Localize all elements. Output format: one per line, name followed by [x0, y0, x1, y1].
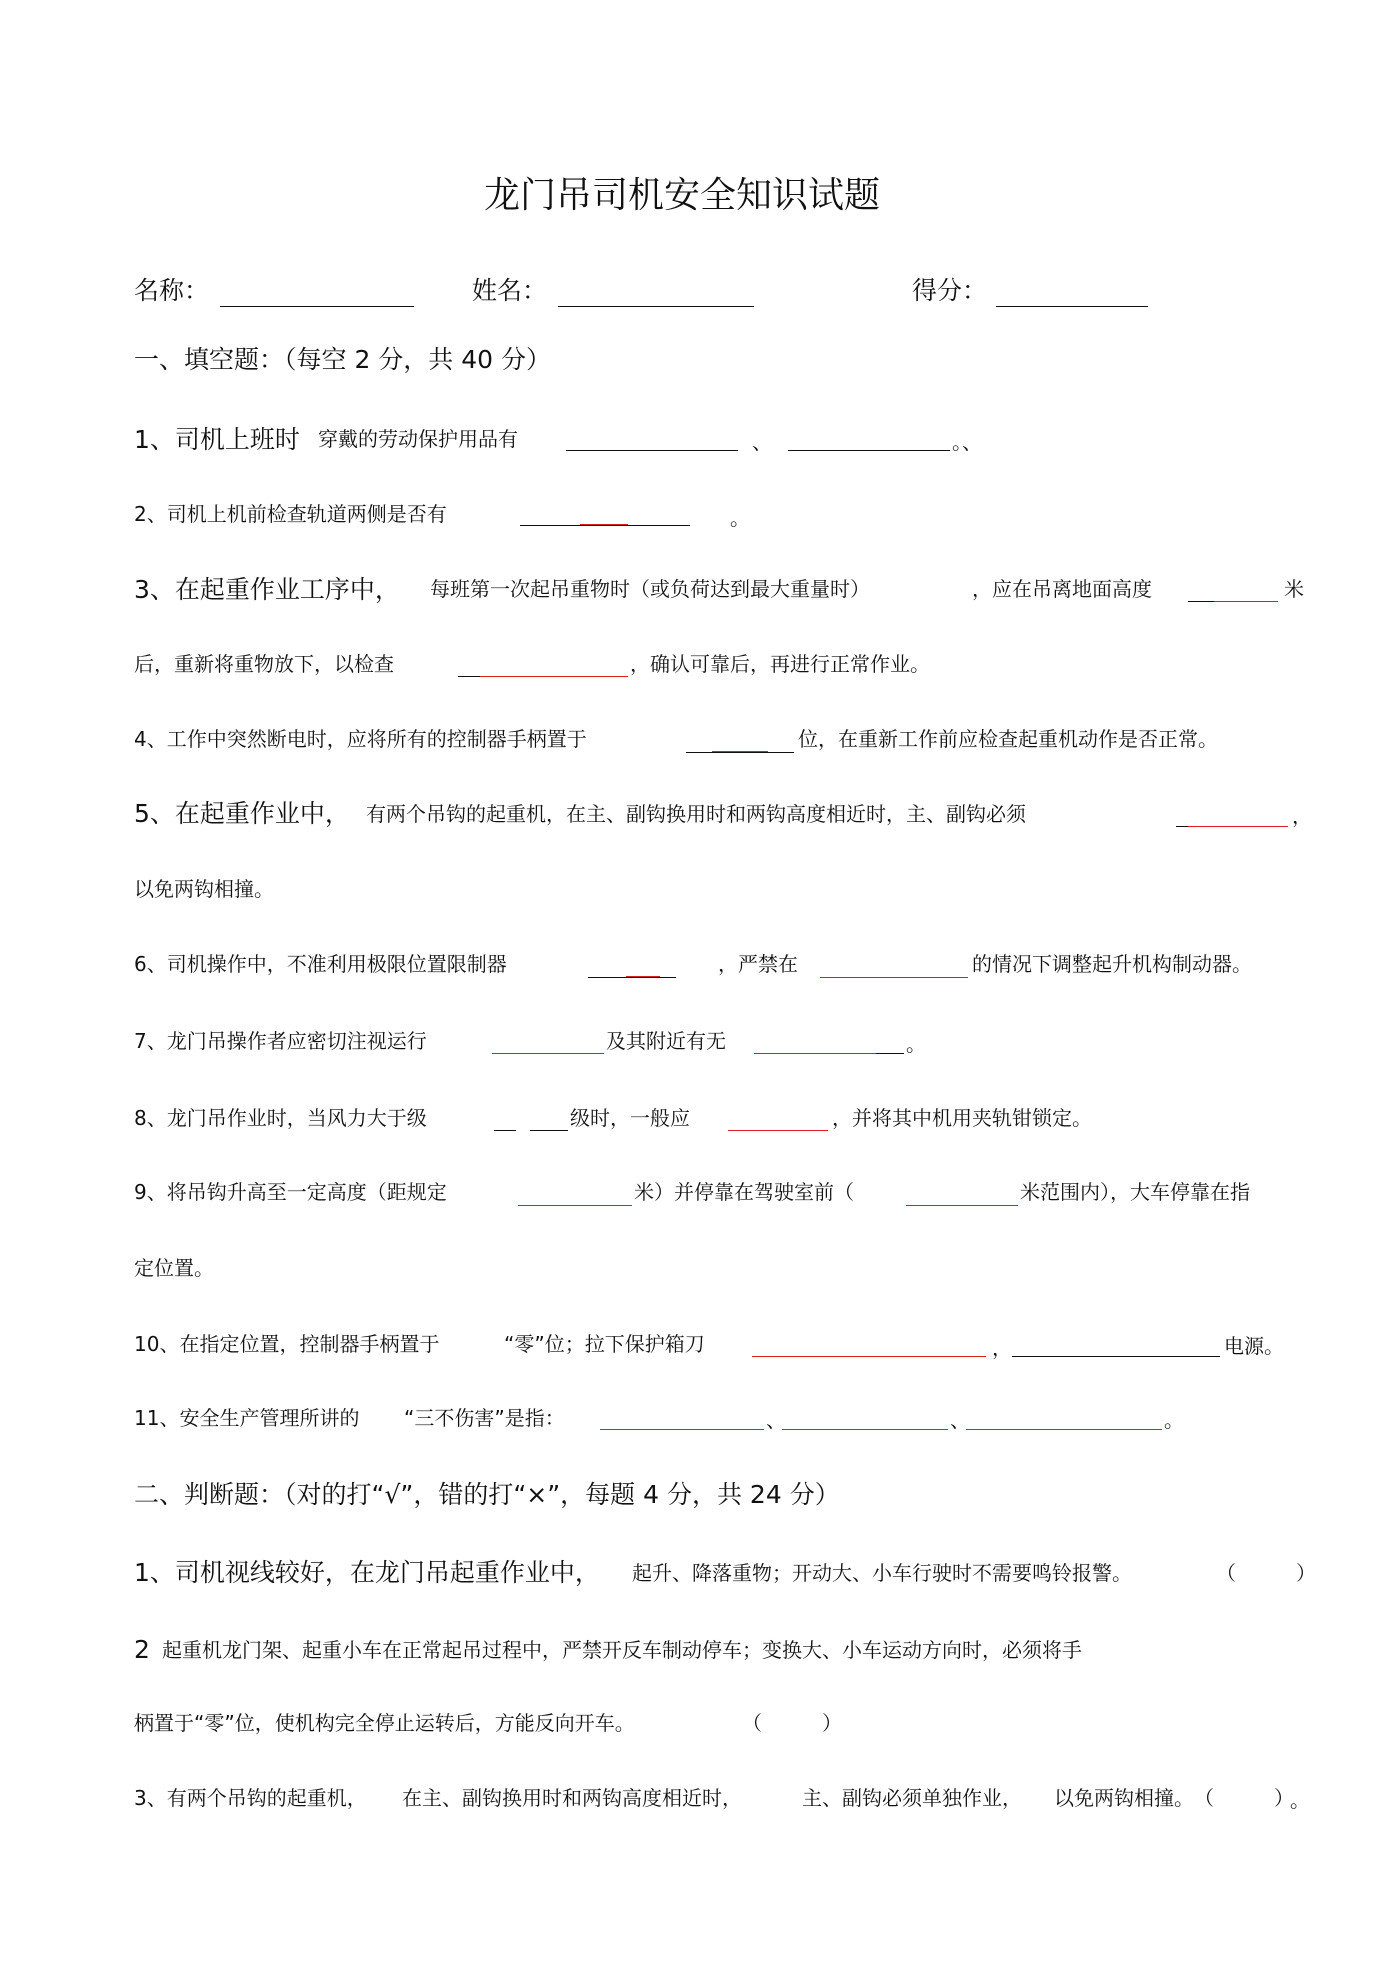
q3-text-1: 每班第一次起吊重物时（或负荷达到最大重量时） — [430, 577, 870, 601]
page-title: 龙门吊司机安全知识试题 — [484, 175, 881, 216]
j2-line2: 柄置于“零”位，使机构完全停止运转后，方能反向开车。 — [134, 1711, 635, 1735]
q5-text: 有两个吊钩的起重机，在主、副钩换用时和两钩高度相近时，主、副钩必须 — [366, 802, 1026, 826]
j2-number: 2 — [134, 1635, 150, 1664]
j1-number: 1、司机视线较好，在龙门吊起重作业中， — [134, 1558, 600, 1587]
q10-text-2: “零”位；拉下保护箱刀 — [504, 1332, 705, 1356]
q2-blank-red — [580, 524, 628, 525]
q2-blank[interactable] — [520, 525, 690, 526]
q10-text: 10、在指定位置，控制器手柄置于 — [134, 1332, 440, 1356]
q11-separator-1: 、 — [766, 1408, 786, 1432]
section-heading-fill-in: 一、填空题：（每空 2 分，共 40 分） — [134, 345, 552, 374]
q10-separator: ， — [992, 1336, 1012, 1360]
q7-end: 。 — [906, 1032, 926, 1056]
q1-number: 1、司机上班时 — [134, 425, 300, 454]
name-blank[interactable] — [220, 306, 414, 307]
q1-blank-1[interactable] — [566, 450, 738, 451]
score-label: 得分： — [912, 276, 988, 305]
q11-end: 。 — [1164, 1408, 1184, 1432]
j2-answer-paren[interactable]: （ ） — [742, 1711, 842, 1735]
q7-blank-2-tail — [876, 1053, 904, 1054]
q2-text: 2、司机上机前检查轨道两侧是否有 — [134, 502, 447, 526]
q6-text-2: ，严禁在 — [718, 952, 798, 976]
q3-number: 3、在起重作业工序中， — [134, 575, 400, 604]
name-label: 名称： — [134, 276, 210, 305]
q8-text-2: 级时，一般应 — [570, 1106, 690, 1130]
q6-blank-2[interactable] — [820, 977, 968, 978]
q6-end: 的情况下调整起升机构制动器。 — [972, 952, 1252, 976]
q8-blank-1b[interactable] — [530, 1130, 568, 1131]
q8-end: ，并将其中机用夹轨钳锁定。 — [832, 1106, 1092, 1130]
q4-blank[interactable] — [686, 752, 794, 753]
q4-end: 位，在重新工作前应检查起重机动作是否正常。 — [798, 727, 1218, 751]
q11-text: 11、安全生产管理所讲的 — [134, 1406, 360, 1430]
score-blank[interactable] — [996, 306, 1148, 307]
q1-blank-2[interactable] — [788, 450, 950, 451]
j3-text-4: 以免两钩相撞。 — [1054, 1786, 1194, 1810]
q1-end: 。、 — [952, 430, 982, 454]
q7-text-2: 及其附近有无 — [606, 1029, 726, 1053]
q11-separator-2: 、 — [950, 1408, 970, 1432]
q9-text-3: 米范围内），大车停靠在指 — [1020, 1180, 1250, 1204]
person-name-label: 姓名： — [472, 276, 548, 305]
section-heading-true-false: 二、判断题：（对的打“√”，错的打“×”，每题 4 分，共 24 分） — [134, 1480, 840, 1509]
j1-answer-paren[interactable]: （ ） — [1216, 1561, 1316, 1585]
q6-blank-1-red — [626, 976, 660, 977]
q11-blank-2[interactable] — [782, 1429, 948, 1430]
q5-end: ， — [1292, 804, 1312, 828]
q3-unit: 米 — [1284, 577, 1304, 601]
q8-text: 8、龙门吊作业时，当风力大于级 — [134, 1106, 427, 1130]
q7-text: 7、龙门吊操作者应密切注视运行 — [134, 1029, 427, 1053]
q10-blank-2[interactable] — [1012, 1356, 1220, 1357]
q1-separator: 、 — [752, 430, 772, 454]
q6-blank-1[interactable] — [588, 977, 676, 978]
q11-blank-1[interactable] — [600, 1429, 764, 1430]
q5-blank[interactable] — [1176, 826, 1188, 827]
q6-text: 6、司机操作中，不准利用极限位置限制器 — [134, 952, 507, 976]
j3-text-2: 在主、副钩换用时和两钩高度相近时， — [402, 1786, 742, 1810]
j3-number-text: 3、有两个吊钩的起重机， — [134, 1786, 367, 1810]
q7-blank-1[interactable] — [492, 1053, 604, 1054]
q11-text-2: “三不伤害”是指： — [404, 1406, 565, 1430]
q10-blank-1[interactable] — [752, 1356, 986, 1357]
q3-blank-1-red — [1214, 601, 1278, 602]
q9-blank-1[interactable] — [518, 1205, 632, 1206]
q9-blank-2[interactable] — [906, 1205, 1018, 1206]
q7-blank-2[interactable] — [754, 1053, 876, 1054]
q1-text: 穿戴的劳动保护用品有 — [318, 427, 518, 451]
q10-end: 电源。 — [1224, 1334, 1284, 1358]
q3-blank-2[interactable] — [458, 676, 480, 677]
q9-text: 9、将吊钩升高至一定高度（距规定 — [134, 1180, 447, 1204]
q3-blank-2-red — [480, 676, 628, 677]
q5-line2: 以免两钩相撞。 — [134, 877, 274, 901]
q3-line2-text: 后，重新将重物放下，以检查 — [134, 652, 394, 676]
q2-end: 。 — [730, 506, 750, 530]
person-name-blank[interactable] — [558, 306, 754, 307]
j3-answer-paren[interactable]: （ ） — [1194, 1786, 1294, 1810]
q5-blank-red — [1188, 826, 1288, 827]
j1-text: 起升、降落重物；开动大、小车行驶时不需要鸣铃报警。 — [632, 1561, 1132, 1585]
j2-text: 起重机龙门架、起重小车在正常起吊过程中，严禁开反车制动停车；变换大、小车运动方向时，必须将手 — [162, 1638, 1082, 1662]
q4-blank-red — [712, 751, 768, 752]
q3-line2-end: ，确认可靠后，再进行正常作业。 — [630, 652, 930, 676]
q5-number: 5、在起重作业中， — [134, 799, 350, 828]
q8-blank-2[interactable] — [728, 1130, 828, 1131]
q3-blank-1[interactable] — [1188, 601, 1214, 602]
q8-blank-1a[interactable] — [494, 1130, 516, 1131]
q9-line2: 定位置。 — [134, 1256, 214, 1280]
j3-end: 。 — [1290, 1788, 1310, 1812]
q9-text-2: 米）并停靠在驾驶室前（ — [634, 1180, 854, 1204]
q3-text-2: ，应在吊离地面高度 — [972, 577, 1152, 601]
q4-text: 4、工作中突然断电时，应将所有的控制器手柄置于 — [134, 727, 587, 751]
q11-blank-3[interactable] — [966, 1429, 1162, 1430]
j3-text-3: 主、副钩必须单独作业， — [802, 1786, 1022, 1810]
